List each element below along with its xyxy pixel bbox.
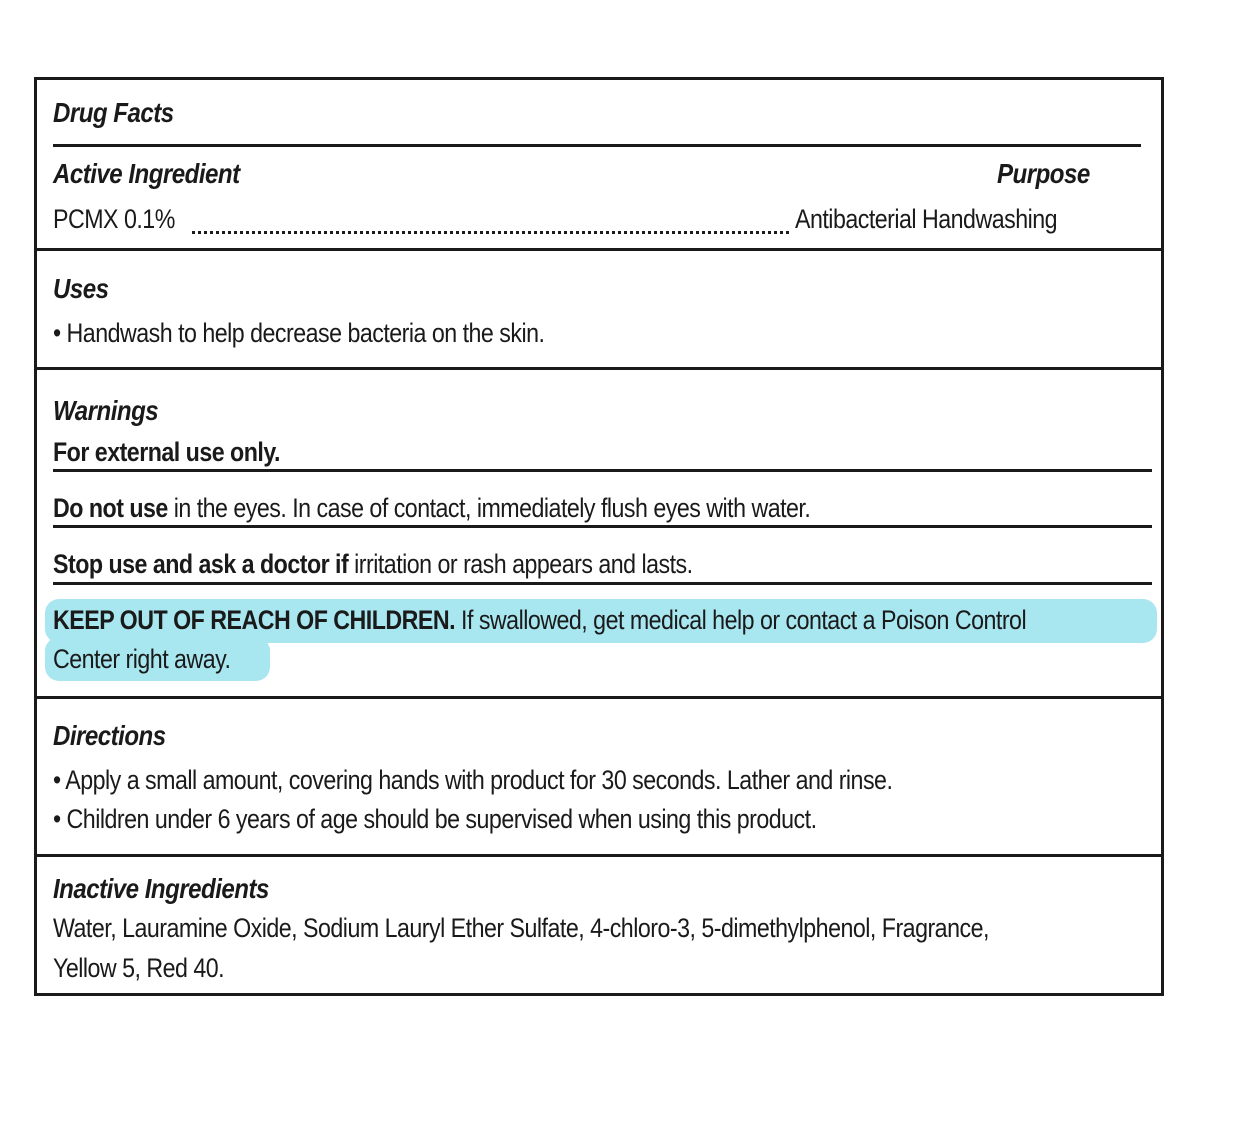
keep-out-label: KEEP OUT OF REACH OF CHILDREN.	[53, 605, 456, 635]
uses-title: Uses	[53, 273, 109, 304]
section-divider	[37, 248, 1161, 251]
title-rule	[53, 144, 1141, 147]
inactive-line: Water, Lauramine Oxide, Sodium Lauryl Ether Sulfate, 4-chloro-3, 5-dimethylphenol, Fragrance,	[53, 913, 989, 943]
inactive-title: Inactive Ingredients	[53, 873, 269, 904]
uses-item: • Handwash to help decrease bacteria on the skin.	[53, 318, 545, 348]
external-use-text: For external use only.	[53, 437, 280, 467]
purpose-header: Purpose	[997, 158, 1090, 189]
active-ingredient-header: Active Ingredient	[53, 158, 240, 189]
keep-out-line	[53, 605, 1026, 636]
ingredient-purpose: Antibacterial Handwashing	[795, 204, 1058, 234]
leader-dots	[192, 231, 789, 234]
do-not-use-line	[53, 493, 810, 524]
warnings-rule	[53, 469, 1152, 472]
section-divider	[37, 367, 1161, 370]
do-not-use-text: in the eyes. In case of contact, immediately flush eyes with water.	[167, 493, 811, 523]
stop-use-label: Stop use and ask a doctor if	[53, 549, 349, 579]
warnings-rule	[53, 525, 1152, 528]
stop-use-line	[53, 549, 693, 580]
directions-title: Directions	[53, 720, 166, 751]
section-divider	[37, 854, 1161, 857]
keep-out-line-2: Center right away.	[53, 644, 231, 674]
keep-out-text: If swallowed, get medical help or contact a Poison Control	[455, 605, 1027, 635]
warnings-rule	[53, 582, 1152, 585]
stop-use-text: irritation or rash appears and lasts.	[348, 549, 693, 579]
ingredient-name: PCMX 0.1%	[53, 204, 175, 234]
inactive-line: Yellow 5, Red 40.	[53, 953, 225, 983]
drug-facts-label	[34, 77, 1164, 996]
directions-item: • Apply a small amount, covering hands with product for 30 seconds. Lather and rinse.	[53, 765, 893, 795]
do-not-use-label: Do not use	[53, 493, 168, 523]
section-divider	[37, 696, 1161, 699]
drug-facts-title: Drug Facts	[53, 97, 174, 128]
warnings-title: Warnings	[53, 395, 159, 426]
directions-item: • Children under 6 years of age should be supervised when using this product.	[53, 804, 817, 834]
